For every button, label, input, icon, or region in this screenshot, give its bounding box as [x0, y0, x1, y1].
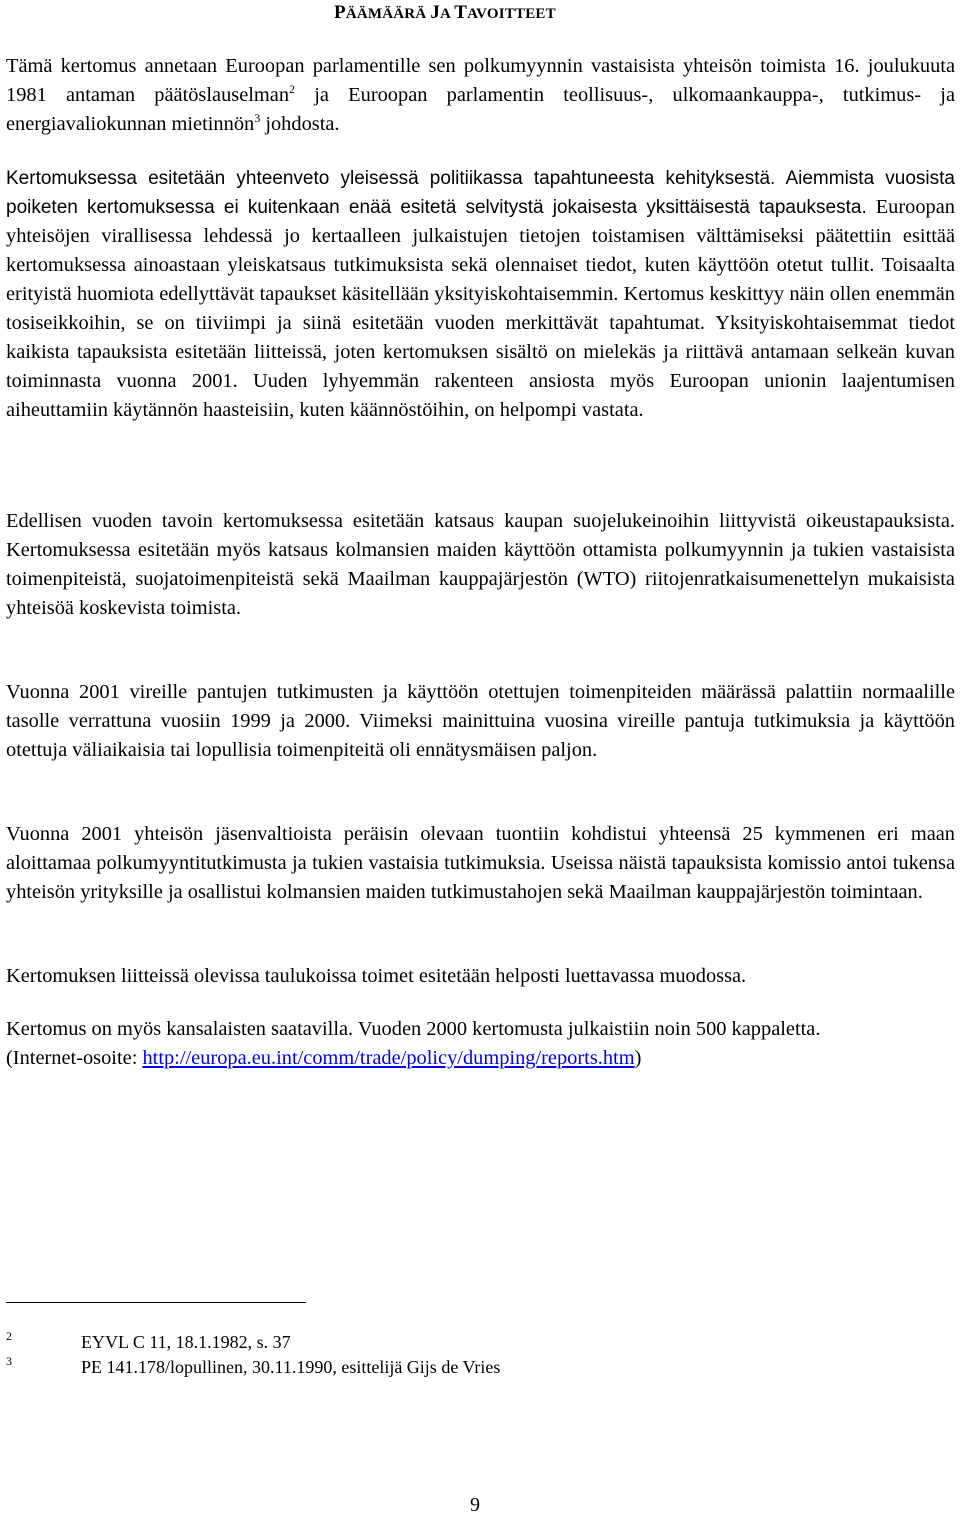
footnote-text: EYVL C 11, 18.1.1982, s. 37: [81, 1332, 291, 1352]
heading-part: J: [430, 2, 441, 23]
footnote-ref-2[interactable]: 2: [289, 82, 296, 96]
internet-prefix: (Internet-osoite:: [6, 1047, 143, 1069]
summary-sans-text: Kertomuksessa esitetään yhteenveto yleisessä politiikassa tapahtuneesta kehityksestä. Aiemmista vuosista poiketen kertomuksessa ei kuitenkaan enää esitetä selvitystä jokaisesta yksittäisestä tapauksesta.: [6, 168, 955, 218]
heading-part: T: [454, 2, 468, 23]
paragraph-annex-tables: Kertomuksen liitteissä olevissa taulukoissa toimet esitetään helposti luettavassa muodossa.: [6, 965, 747, 987]
heading-part: A: [440, 6, 455, 22]
report-url-link[interactable]: http://europa.eu.int/comm/trade/policy/dumping/reports.htm: [142, 1047, 635, 1069]
paragraph-availability: [6, 1015, 955, 1073]
paragraph-statistics: Vuonna 2001 vireille pantujen tutkimusten ja käyttöön otettujen toimenpiteiden määrässä palattiin normaalille tasolle verrattuna vuosiin 1999 ja 2000. Viimeksi mainittuina vuosina vireille pantuja tutkimuksia ja käyttöön otettuja väliaikaisia tai lopullisia toimenpiteitä oli ennätysmäisen paljon.: [6, 681, 955, 761]
heading-part: AVOITTEET: [467, 6, 556, 22]
internet-suffix: ): [634, 1047, 642, 1069]
intro-text: ja Euroopan parlamentin teollisuus-, ulkomaankauppa-, tutkimus- ja energiavaliokunnan mietinnön: [6, 84, 955, 135]
paragraph-intro: [6, 52, 955, 139]
paragraph-member-states: Vuonna 2001 yhteisön jäsenvaltioista peräisin olevaan tuontiin kohdistui yhteensä 25 kymmenen eri maan aloittamaa polkumyyntitutkimusta ja tukien vastaisia tutkimuksia. Useissa näistä tapauksista komissio antoi tukensa yhteisön yrityksille ja osallistui kolmansien maiden tutkimustahojen sekä Maailman kauppajärjestön toimintaan.: [6, 823, 955, 903]
section-heading: [334, 2, 556, 24]
summary-text: Euroopan yhteisöjen virallisessa lehdessä jo kertaalleen julkaistujen tietojen toistamisen välttämiseksi päätettiin esittää kertomuksessa ainoastaan yleiskatsaus tutkimuksista sekä olennaiset tiedot, kuten käyttöön otetut tullit. Toisaalta erityistä huomiota edellyttävät tapaukset käsitellään yksityiskohtaisemmin. Kertomus keskittyy näin ollen enemmän tosiseikkoihin, se on tiiviimpi ja siinä esitetään vuoden merkittävät tapahtumat. Yksityiskohtaisemmat tiedot kaikista tapauksista esitetään liitteissä, joten kertomuksen sisältö on mielekäs ja riittävä antamaan selkeän kuvan toiminnasta vuonna 2001. Uuden lyhyemmän rakenteen ansiosta myös Euroopan unionin laajentumisen aiheuttamiin käytännön haasteisiin, kuten käännöstöihin, on helpompi vastata.: [6, 196, 955, 421]
footnote-separator: [6, 1302, 306, 1303]
intro-text: Tämä kertomus annetaan Euroopan parlamentille sen polkumyynnin vastaisista yhteisön toimista 16. joulukuuta 1981 antaman päätöslauselman: [6, 55, 955, 106]
footnote-ref-3[interactable]: 3: [254, 111, 261, 125]
footnote-text: PE 141.178/lopullinen, 30.11.1990, esittelijä Gijs de Vries: [81, 1357, 501, 1377]
intro-text: johdosta.: [260, 113, 340, 135]
availability-text: Kertomus on myös kansalaisten saatavilla. Vuoden 2000 kertomusta julkaistiin noin 500 kappaletta.: [6, 1018, 821, 1040]
paragraph-court-cases: Edellisen vuoden tavoin kertomuksessa esitetään katsaus kaupan suojelukeinoihin liittyvistä oikeustapauksista. Kertomuksessa esitetään myös katsaus kolmansien maiden käyttöön ottamista polkumyynnin ja tukien vastaisista toimenpiteistä, suojatoimenpiteistä sekä Maailman kauppajärjestön (WTO) riitojenratkaisumenettelyn mukaisista yhteisöä koskevista toimista.: [6, 510, 955, 619]
heading-part: P: [334, 2, 346, 23]
footnote-number: 3: [6, 1354, 12, 1368]
footnote-number: 2: [6, 1329, 12, 1343]
page-number: 9: [470, 1494, 480, 1516]
heading-part: ÄÄMÄÄRÄ: [345, 6, 431, 22]
paragraph-summary: [6, 164, 955, 425]
